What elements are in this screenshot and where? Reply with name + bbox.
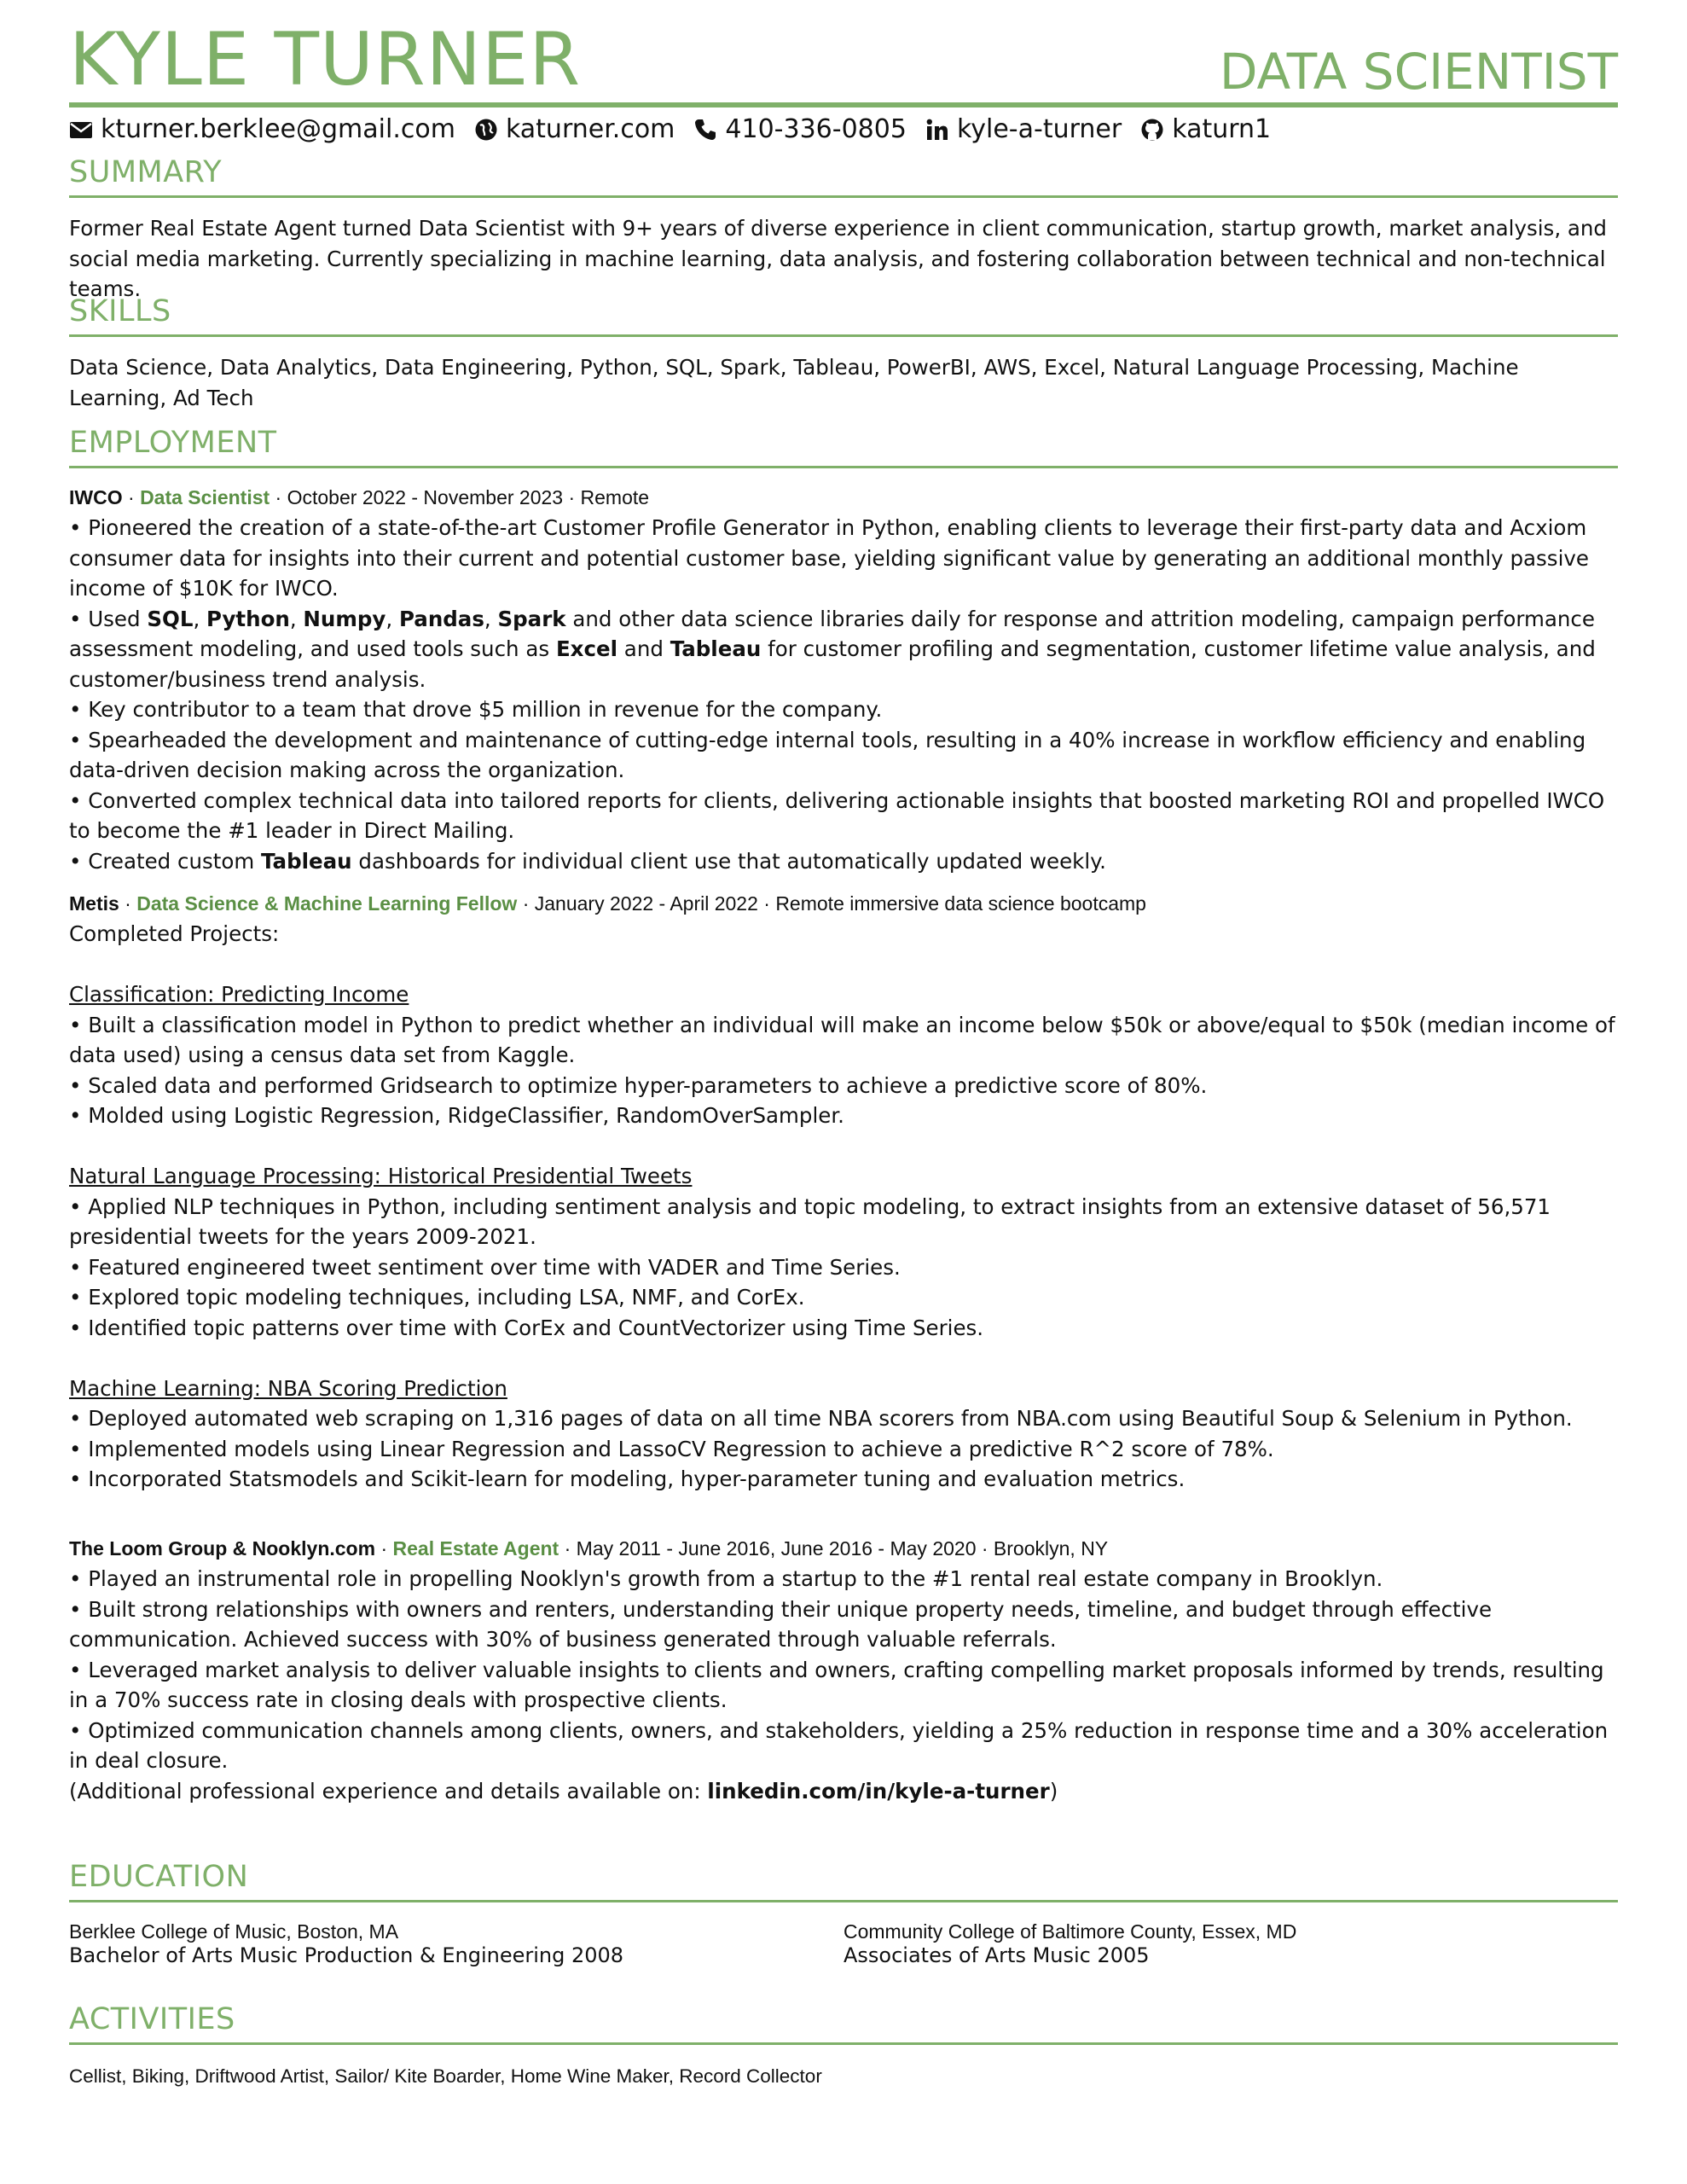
candidate-role: DATA SCIENTIST [1219, 43, 1618, 101]
bullet: • Implemented models using Linear Regression and LassoCV Regression to achieve a predictive R^2 score of 78%. [69, 1436, 1274, 1461]
section-title-activities: ACTIVITIES [69, 1998, 1618, 2045]
linkedin-link[interactable]: linkedin.com/in/kyle-a-turner [707, 1778, 1050, 1804]
job-title: Data Scientist [140, 486, 270, 508]
job-header-metis: Metis · Data Science & Machine Learning Fellow · January 2022 - April 2022 · Remote immersive data science bootcamp [69, 892, 1146, 915]
school-name: Berklee College of Music, Boston, MA [69, 1920, 399, 1943]
envelope-icon [69, 118, 93, 142]
linkedin-icon [925, 118, 949, 142]
school-name: Community College of Baltimore County, Essex, MD [844, 1920, 1297, 1943]
job-title: Data Science & Machine Learning Fellow [136, 892, 518, 915]
degree: Associates of Arts Music 2005 [844, 1943, 1150, 1967]
linkedin-text: kyle-a-turner [956, 114, 1122, 144]
section-title-skills: SKILLS [69, 290, 1618, 337]
skills-section [69, 290, 1618, 413]
bullet: • Applied NLP techniques in Python, including sentiment analysis and topic modeling, to extract insights from an extensive dataset of 56,571 presidential tweets for the years 2009-2021. [69, 1194, 1551, 1249]
project-heading: Classification: Predicting Income [69, 982, 409, 1007]
github-icon [1140, 118, 1164, 142]
job-meta: · January 2022 - April 2022 · Remote immersive data science bootcamp [517, 892, 1146, 915]
projects-intro: Completed Projects: [69, 921, 280, 946]
job-meta: · October 2022 - November 2023 · Remote [270, 486, 650, 508]
email-text: kturner.berklee@gmail.com [101, 114, 455, 144]
activities-section [69, 1998, 1618, 2090]
employment-section [69, 421, 1618, 1806]
activities-text: Cellist, Biking, Driftwood Artist, Sailor/ Kite Boarder, Home Wine Maker, Record Collector [69, 2065, 822, 2087]
job-header-iwco: IWCO · Data Scientist · October 2022 - November 2023 · Remote [69, 486, 650, 508]
bullet: • Explored topic modeling techniques, including LSA, NMF, and CorEx. [69, 1285, 805, 1310]
bullet: • Scaled data and performed Gridsearch to optimize hyper-parameters to achieve a predictive score of 80%. [69, 1072, 1208, 1098]
project-heading: Natural Language Processing: Historical Presidential Tweets [69, 1164, 693, 1188]
globe-icon [474, 118, 498, 142]
bullet: • Incorporated Statsmodels and Scikit-learn for modeling, hyper-parameter tuning and evaluation metrics. [69, 1467, 1186, 1491]
company-name: Metis [69, 892, 119, 915]
resume-header [69, 17, 1618, 107]
website-text: katurner.com [505, 114, 675, 144]
summary-text: Former Real Estate Agent turned Data Scientist with 9+ years of diverse experience in client communication, startup growth, market analysis, and social media marketing. Currently specializing in machine learning, data analysis, and fostering collaboration between technical and non-technical teams. [69, 216, 1607, 301]
bullet: • Key contributor to a team that drove $5 million in revenue for the company. [69, 697, 883, 722]
section-title-summary: SUMMARY [69, 151, 1618, 198]
job-meta: · May 2011 - June 2016, June 2016 - May 2020 · Brooklyn, NY [559, 1537, 1109, 1560]
github-text: katurn1 [1172, 114, 1272, 144]
contact-website[interactable] [474, 111, 675, 148]
contact-phone[interactable] [693, 111, 907, 148]
skills-text: Data Science, Data Analytics, Data Engineering, Python, SQL, Spark, Tableau, PowerBI, AWS, Excel, Natural Language Processing, Machine Learning, Ad Tech [69, 355, 1519, 410]
bullet: • Identified topic patterns over time with CorEx and CountVectorizer using Time Series. [69, 1315, 984, 1340]
contact-bar [69, 111, 1271, 148]
bullet: • Built strong relationships with owners and renters, understanding their unique property needs, timeline, and budget through effective communication. Achieved success with 30% of business generated through valuable referrals. [69, 1596, 1493, 1652]
education-item [844, 1920, 1618, 1967]
bullet: • Molded using Logistic Regression, RidgeClassifier, RandomOverSampler. [69, 1103, 844, 1128]
bullet: • Converted complex technical data into tailored reports for clients, delivering actionable insights that boosted marketing ROI and propelled IWCO to become the #1 leader in Direct Mailing. [69, 787, 1605, 843]
project-heading: Machine Learning: NBA Scoring Prediction [69, 1375, 507, 1401]
education-section [69, 1856, 1618, 1967]
contact-github[interactable] [1140, 111, 1271, 148]
bullet: • Built a classification model in Python to predict whether an individual will make an income below $50k or above/equal to $50k (median income of data used) using a census data set from Kaggle. [69, 1012, 1615, 1067]
contact-linkedin[interactable] [925, 111, 1122, 148]
bullet: • Used SQL, Python, Numpy, Pandas, Spark and other data science libraries daily for response and attrition modeling, campaign performance assessment modeling, and used tools such as Excel and Tableau for customer profiling and segmentation, customer lifetime value analysis, and customer/business trend analysis. [69, 606, 1596, 692]
bullet: • Deployed automated web scraping on 1,316 pages of data on all time NBA scorers from NBA.com using Beautiful Soup & Selenium in Python. [69, 1406, 1573, 1431]
company-name: The Loom Group & Nooklyn.com [69, 1537, 376, 1560]
bullet: • Played an instrumental role in propelling Nooklyn's growth from a startup to the #1 rental real estate company in Brooklyn. [69, 1566, 1383, 1591]
bullet: • Created custom Tableau dashboards for individual client use that automatically updated weekly. [69, 848, 1106, 874]
bullet: • Optimized communication channels among clients, owners, and stakeholders, yielding a 25% reduction in response time and a 30% acceleration in deal closure. [69, 1717, 1609, 1773]
phone-text: 410-336-0805 [725, 114, 907, 144]
bullet: • Spearheaded the development and maintenance of cutting-edge internal tools, resulting in a 40% increase in workflow efficiency and enabling data-driven decision making across the organization. [69, 727, 1586, 782]
job-title: Real Estate Agent [392, 1537, 559, 1560]
contact-email[interactable] [69, 111, 455, 148]
job-header-loom: The Loom Group & Nooklyn.com · Real Estate Agent · May 2011 - June 2016, June 2016 - May 2020 · Brooklyn, NY [69, 1537, 1109, 1560]
bullet: • Pioneered the creation of a state-of-the-art Customer Profile Generator in Python, enabling clients to leverage their first-party data and Acxiom consumer data for insights into their current and potential customer base, yielding significant value by generating an additional monthly passive income of $10K for IWCO. [69, 515, 1589, 601]
bullet: • Leveraged market analysis to deliver valuable insights to clients and owners, crafting compelling market proposals informed by trends, resulting in a 70% success rate in closing deals with prospective clients. [69, 1657, 1604, 1712]
company-name: IWCO [69, 486, 123, 508]
additional-note: (Additional professional experience and details available on: linkedin.com/in/kyle-a-turner) [69, 1778, 1058, 1804]
candidate-name: KYLE TURNER [69, 17, 582, 102]
summary-section [69, 151, 1618, 305]
section-title-education: EDUCATION [69, 1856, 1618, 1902]
education-item [69, 1920, 844, 1967]
bullet: • Featured engineered tweet sentiment over time with VADER and Time Series. [69, 1254, 901, 1280]
degree: Bachelor of Arts Music Production & Engineering 2008 [69, 1943, 624, 1967]
section-title-employment: EMPLOYMENT [69, 421, 1618, 468]
phone-icon [693, 118, 717, 142]
